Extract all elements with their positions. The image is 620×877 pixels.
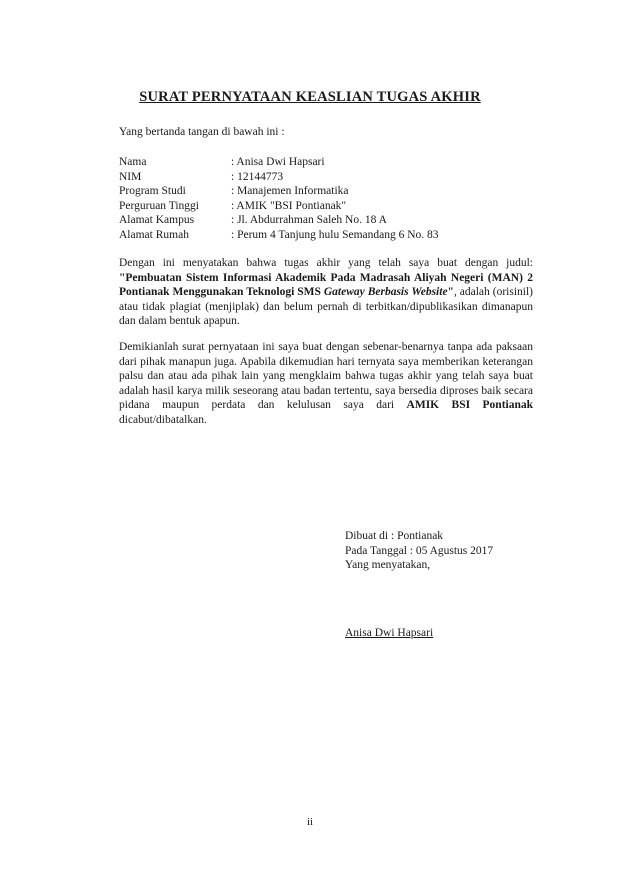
page-number: ii — [306, 816, 314, 828]
institution-name: AMIK BSI Pontianak — [406, 399, 534, 412]
thesis-title: "Pembuatan Sistem Informasi Akademik Pada Madrasah Aliyah Negeri (MAN) 2 Pontianak Menggunakan Teknologi SMS — [119, 271, 533, 299]
statement-lead: Dengan ini menyatakan bahwa tugas akhir yang telah saya buat dengan judul: — [119, 257, 533, 269]
thesis-title-close: " — [447, 286, 454, 299]
declaration-lead: Demikianlah surat pernyataan ini saya buat dengan sebenar-benarnya tanpa ada paksaan dari pihak manapun juga. Apabila dikemudian hari ternyata saya memberikan keterangan palsu dan atau ada pihak lain yang mengklaim bahwa tugas akhir yang telah saya buat adalah hasil karya milik seseorang atau badan tertentu, saya bersedia diproses baik secara pidana maupun perdata dan kelulusan saya dari — [119, 341, 533, 412]
declaration-tail: dicabut/dibatalkan. — [119, 413, 207, 426]
field-label: Perguruan Tinggi — [119, 199, 199, 212]
signature-block — [345, 529, 493, 573]
signer-name: Anisa Dwi Hapsari — [345, 627, 434, 639]
field-row-name — [119, 155, 439, 170]
statement-paragraph — [119, 256, 533, 329]
field-label: Nama — [119, 156, 147, 168]
signature-closing: Yang menyatakan, — [345, 559, 431, 572]
field-value: : AMIK "BSI Pontianak" — [231, 199, 347, 212]
field-label: Program Studi — [119, 185, 186, 198]
field-value: : Jl. Abdurrahman Saleh No. 18 A — [231, 214, 387, 227]
declaration-paragraph — [119, 340, 533, 428]
field-row-university — [119, 199, 439, 214]
signature-place: Dibuat di : Pontianak — [345, 530, 444, 542]
field-value: : Manajemen Informatika — [231, 185, 349, 198]
field-row-nim — [119, 170, 439, 185]
signature-date: Pada Tanggal : 05 Agustus 2017 — [345, 544, 494, 557]
field-value: : Perum 4 Tanjung hulu Semandang 6 No. 83 — [231, 228, 439, 241]
thesis-title-italic: Gateway Berbasis Website — [323, 286, 448, 299]
intro-text: Yang bertanda tangan di bawah ini : — [119, 126, 285, 138]
field-label: NIM — [119, 170, 142, 183]
field-row-program — [119, 184, 439, 199]
identity-table — [119, 155, 439, 243]
statement-tail: , adalah (orisinil) atau tidak plagiat (menjiplak) dan belum pernah di terbitkan/dipublikasikan dimanapun dan dalam bentuk apapun. — [119, 286, 533, 328]
document-title: SURAT PERNYATAAN KEASLIAN TUGAS AKHIR — [139, 89, 481, 105]
field-value: : Anisa Dwi Hapsari — [231, 156, 325, 168]
field-row-home-address — [119, 228, 439, 243]
field-label: Alamat Kampus — [119, 214, 195, 227]
field-label: Alamat Rumah — [119, 228, 189, 241]
field-value: : 12144773 — [231, 170, 284, 183]
field-row-campus-address — [119, 213, 439, 228]
